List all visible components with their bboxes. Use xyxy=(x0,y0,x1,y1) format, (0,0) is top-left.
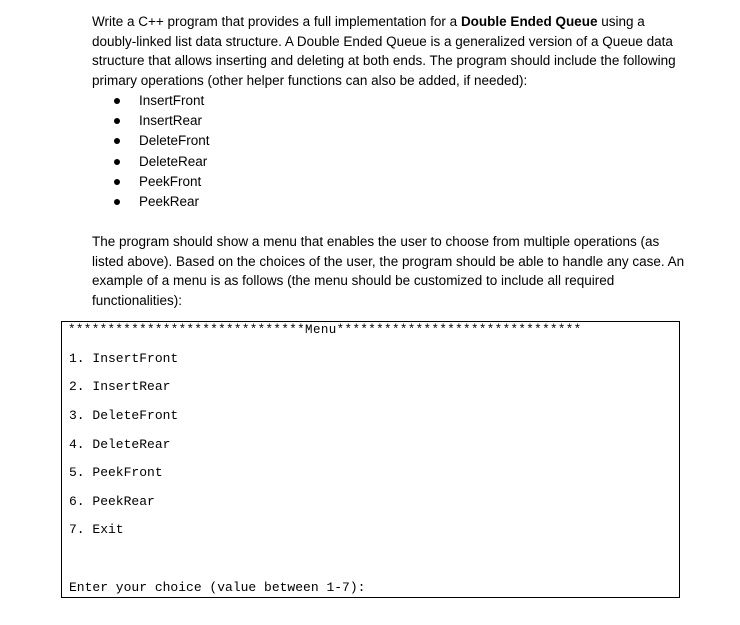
bullet-icon xyxy=(114,179,120,185)
list-item xyxy=(92,192,692,212)
list-item xyxy=(92,172,692,192)
console-prompt: Enter your choice (value between 1-7): xyxy=(69,580,366,595)
intro-text-start: Write a C++ program that provides a full implementation for a xyxy=(92,14,461,29)
console-menu-item: 6. PeekRear xyxy=(69,494,155,509)
bullet-icon xyxy=(114,98,120,104)
intro-bold-term: Double Ended Queue xyxy=(460,14,598,29)
operation-label: DeleteRear xyxy=(139,153,208,169)
menu-paragraph: The program should show a menu that enables the user to choose from multiple operations (as listed above). Based on the choices of the user, the program should be able to handle any case. An example of a menu is as follows (the menu should be customized to include all required functionalities): xyxy=(92,234,685,308)
console-menu-item: 2. InsertRear xyxy=(69,379,171,394)
console-menu-header: ******************************Menu******************************* xyxy=(68,323,582,337)
operation-label: PeekFront xyxy=(139,173,202,189)
operation-label: InsertFront xyxy=(139,93,205,108)
operation-label: PeekRear xyxy=(139,193,200,209)
assignment-description xyxy=(92,12,692,212)
operation-label: InsertRear xyxy=(139,113,203,129)
bullet-icon xyxy=(114,159,120,165)
console-example xyxy=(61,321,680,598)
operation-label: DeleteFront xyxy=(139,133,210,149)
operations-list xyxy=(92,91,692,212)
list-item xyxy=(92,152,692,172)
console-menu-item: 5. PeekFront xyxy=(69,465,163,480)
console-menu-item: 7. Exit xyxy=(69,522,124,537)
console-menu-item: 1. InsertFront xyxy=(69,351,179,366)
intro-paragraph xyxy=(92,12,692,90)
intro-text-rest: using a doubly-linked list data structure. A Double Ended Queue is a generalized version of a Queue data structure that allows inserting and deleting at both ends. The program should include the following primary operations (other helper functions can also be added, if needed): xyxy=(92,14,676,88)
bullet-icon xyxy=(114,138,120,144)
list-item xyxy=(92,91,692,111)
console-menu-item: 3. DeleteFront xyxy=(69,408,179,423)
bullet-icon xyxy=(114,118,120,124)
bullet-icon xyxy=(114,199,120,205)
console-menu-item: 4. DeleteRear xyxy=(69,437,171,452)
list-item xyxy=(92,131,692,151)
list-item xyxy=(92,111,692,131)
